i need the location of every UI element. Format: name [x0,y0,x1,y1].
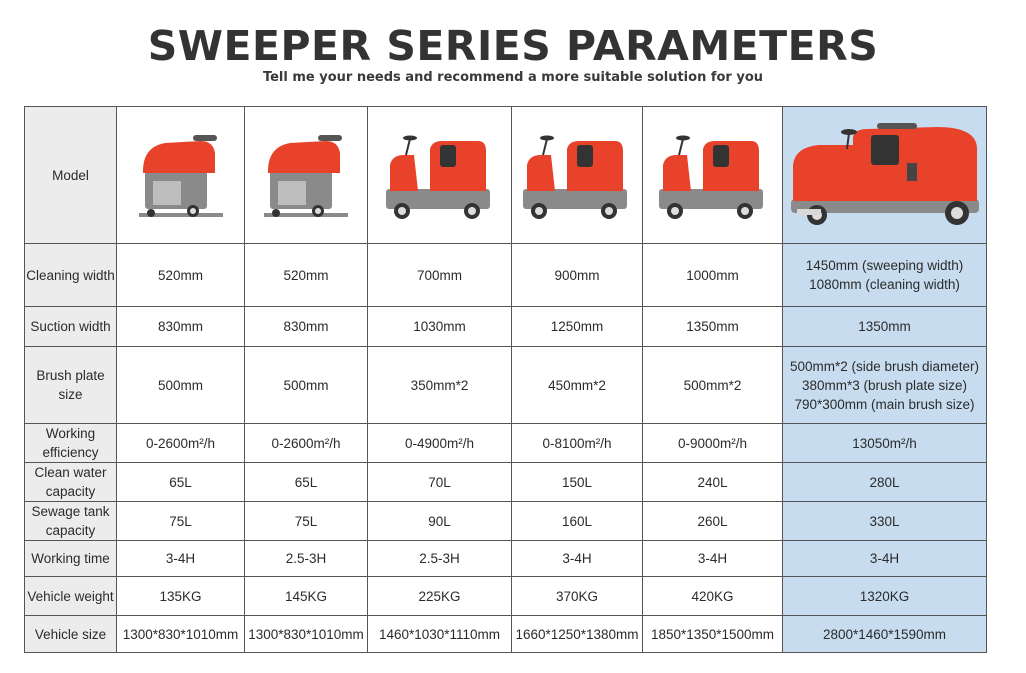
row-label: Suction width [25,307,117,347]
cell-line: 1080mm (cleaning width) [809,277,960,292]
cell-line: 380mm*3 (brush plate size) [801,377,968,393]
row-label: Working efficiency [25,424,117,463]
table-cell: 1350mm [643,307,783,347]
table-cell: 1460*1030*1110mm [368,616,512,653]
table-cell: 13050m²/h [783,424,987,463]
table-cell: 3-4H [643,541,783,577]
row-label: Cleaning width [25,244,117,307]
row-label: Model [25,107,117,244]
table-cell: 2.5-3H [368,541,512,577]
table-cell: 450mm*2 [512,347,643,424]
table-cell: 1250mm [512,307,643,347]
table-cell: 520mm [117,244,245,307]
table-row [25,616,987,653]
ride-on-sweeper-scrubber-icon [787,115,983,235]
ride-on-scrubber-icon [653,125,773,225]
table-cell: 0-2600m²/h [245,424,368,463]
table-cell: 65L [245,463,368,502]
table-cell: 900mm [512,244,643,307]
table-row [25,244,987,307]
table-cell: 830mm [117,307,245,347]
row-label: Clean water capacity [25,463,117,502]
table-row [25,463,987,502]
table-cell: 280L [783,463,987,502]
table-cell: 420KG [643,577,783,616]
product-image [368,107,512,244]
table-cell: 520mm [245,244,368,307]
table-cell: 1850*1350*1500mm [643,616,783,653]
table-cell: 1300*830*1010mm [245,616,368,653]
table-cell: 0-2600m²/h [117,424,245,463]
cell-line: 500mm*2 (side brush diameter) [789,358,980,374]
table-cell: 1300*830*1010mm [117,616,245,653]
table-cell: 830mm [245,307,368,347]
table-cell: 150L [512,463,643,502]
product-image [245,107,368,244]
cell-line: 790*300mm (main brush size) [794,396,975,412]
table-cell: 500mm [245,347,368,424]
table-cell: 145KG [245,577,368,616]
table-cell: 135KG [117,577,245,616]
table-cell: 1000mm [643,244,783,307]
table-cell: 1320KG [783,577,987,616]
table-row [25,424,987,463]
table-cell: 70L [368,463,512,502]
table-cell: 1030mm [368,307,512,347]
table-cell [783,244,987,307]
table-cell: 2800*1460*1590mm [783,616,987,653]
product-image [117,107,245,244]
table-cell: 65L [117,463,245,502]
row-label: Sewage tank capacity [25,502,117,541]
table-cell: 370KG [512,577,643,616]
table-cell: 3-4H [783,541,987,577]
table-cell: 240L [643,463,783,502]
ride-on-scrubber-icon [517,125,637,225]
table-cell: 90L [368,502,512,541]
table-cell: 160L [512,502,643,541]
table-cell [783,347,987,424]
product-image [643,107,783,244]
cell-line: 1450mm (sweeping width) [805,258,964,273]
page-subtitle: Tell me your needs and recommend a more suitable solution for you [262,70,764,85]
table-cell: 2.5-3H [245,541,368,577]
table-cell: 0-8100m²/h [512,424,643,463]
table-cell: 3-4H [117,541,245,577]
table-cell: 700mm [368,244,512,307]
table-row [25,577,987,616]
table-cell: 0-9000m²/h [643,424,783,463]
table-row [25,541,987,577]
table-cell: 330L [783,502,987,541]
table-cell: 225KG [368,577,512,616]
table-cell: 75L [245,502,368,541]
product-image [783,107,987,244]
table-cell: 0-4900m²/h [368,424,512,463]
walk-behind-scrubber-icon [256,125,356,225]
table-cell: 500mm [117,347,245,424]
ride-on-scrubber-icon [380,125,500,225]
table-row [25,502,987,541]
row-label: Brush plate size [25,347,117,424]
table-row [25,347,987,424]
row-label: Vehicle size [25,616,117,653]
table-cell: 75L [117,502,245,541]
product-image [512,107,643,244]
table-cell: 260L [643,502,783,541]
page-title: SWEEPER SERIES PARAMETERS [147,22,879,70]
row-label: Vehicle weight [25,577,117,616]
table-cell: 500mm*2 [643,347,783,424]
row-label: Working time [25,541,117,577]
walk-behind-scrubber-icon [131,125,231,225]
table-row [25,107,987,244]
table-cell: 1350mm [783,307,987,347]
table-cell: 1660*1250*1380mm [512,616,643,653]
parameters-table [24,106,987,653]
table-row [25,307,987,347]
table-cell: 3-4H [512,541,643,577]
table-cell: 350mm*2 [368,347,512,424]
